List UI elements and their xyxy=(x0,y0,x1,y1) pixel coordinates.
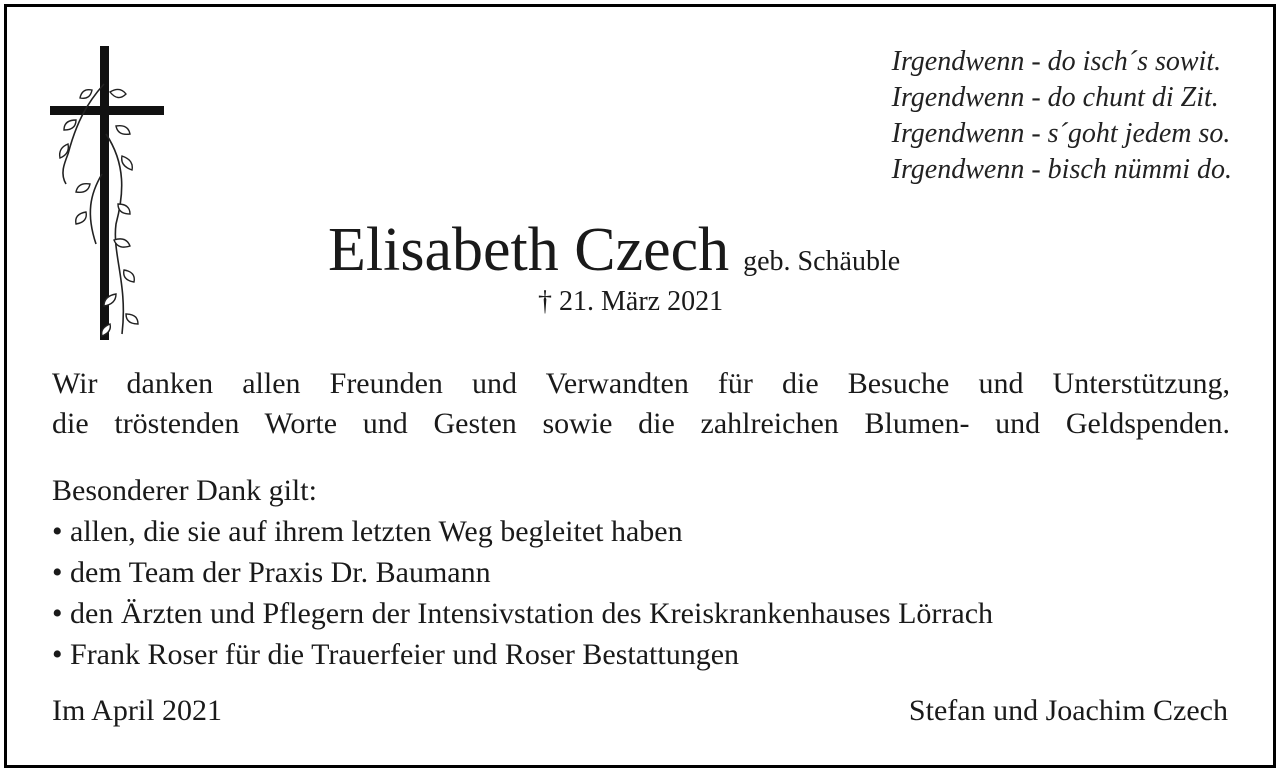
special-thanks xyxy=(52,470,993,675)
deceased-name-line xyxy=(328,214,900,286)
list-item: • Frank Roser für die Trauerfeier und Roser Bestattungen xyxy=(52,638,740,671)
thanks-line: die tröstenden Worte und Gesten sowie die zahlreichen Blumen- und Geldspenden. xyxy=(52,407,1230,440)
special-thanks-heading: Besonderer Dank gilt: xyxy=(52,474,317,507)
poem-line: Irgendwenn - do isch´s sowit. xyxy=(891,46,1222,77)
poem-line: Irgendwenn - bisch nümmi do. xyxy=(891,154,1232,185)
notice-date: Im April 2021 xyxy=(52,694,222,727)
signatories: Stefan und Joachim Czech xyxy=(908,694,1228,727)
deceased-name: Elisabeth Czech xyxy=(328,216,730,284)
death-date: † 21. März 2021 xyxy=(538,286,724,317)
maiden-name: geb. Schäuble xyxy=(743,246,901,277)
list-item: • allen, die sie auf ihrem letzten Weg begleitet haben xyxy=(52,515,683,548)
poem-line: Irgendwenn - do chunt di Zit. xyxy=(891,82,1219,113)
thanks-paragraph xyxy=(52,364,1230,444)
poem xyxy=(892,44,1232,188)
thanks-line: Wir danken allen Freunden und Verwandten für die Besuche und Unterstützung, xyxy=(52,367,1230,400)
list-item: • dem Team der Praxis Dr. Baumann xyxy=(52,556,491,589)
cross-with-ivy-icon xyxy=(46,44,168,344)
poem-line: Irgendwenn - s´goht jedem so. xyxy=(891,118,1231,149)
list-item: • den Ärzten und Pflegern der Intensivstation des Kreiskrankenhauses Lörrach xyxy=(52,597,994,630)
